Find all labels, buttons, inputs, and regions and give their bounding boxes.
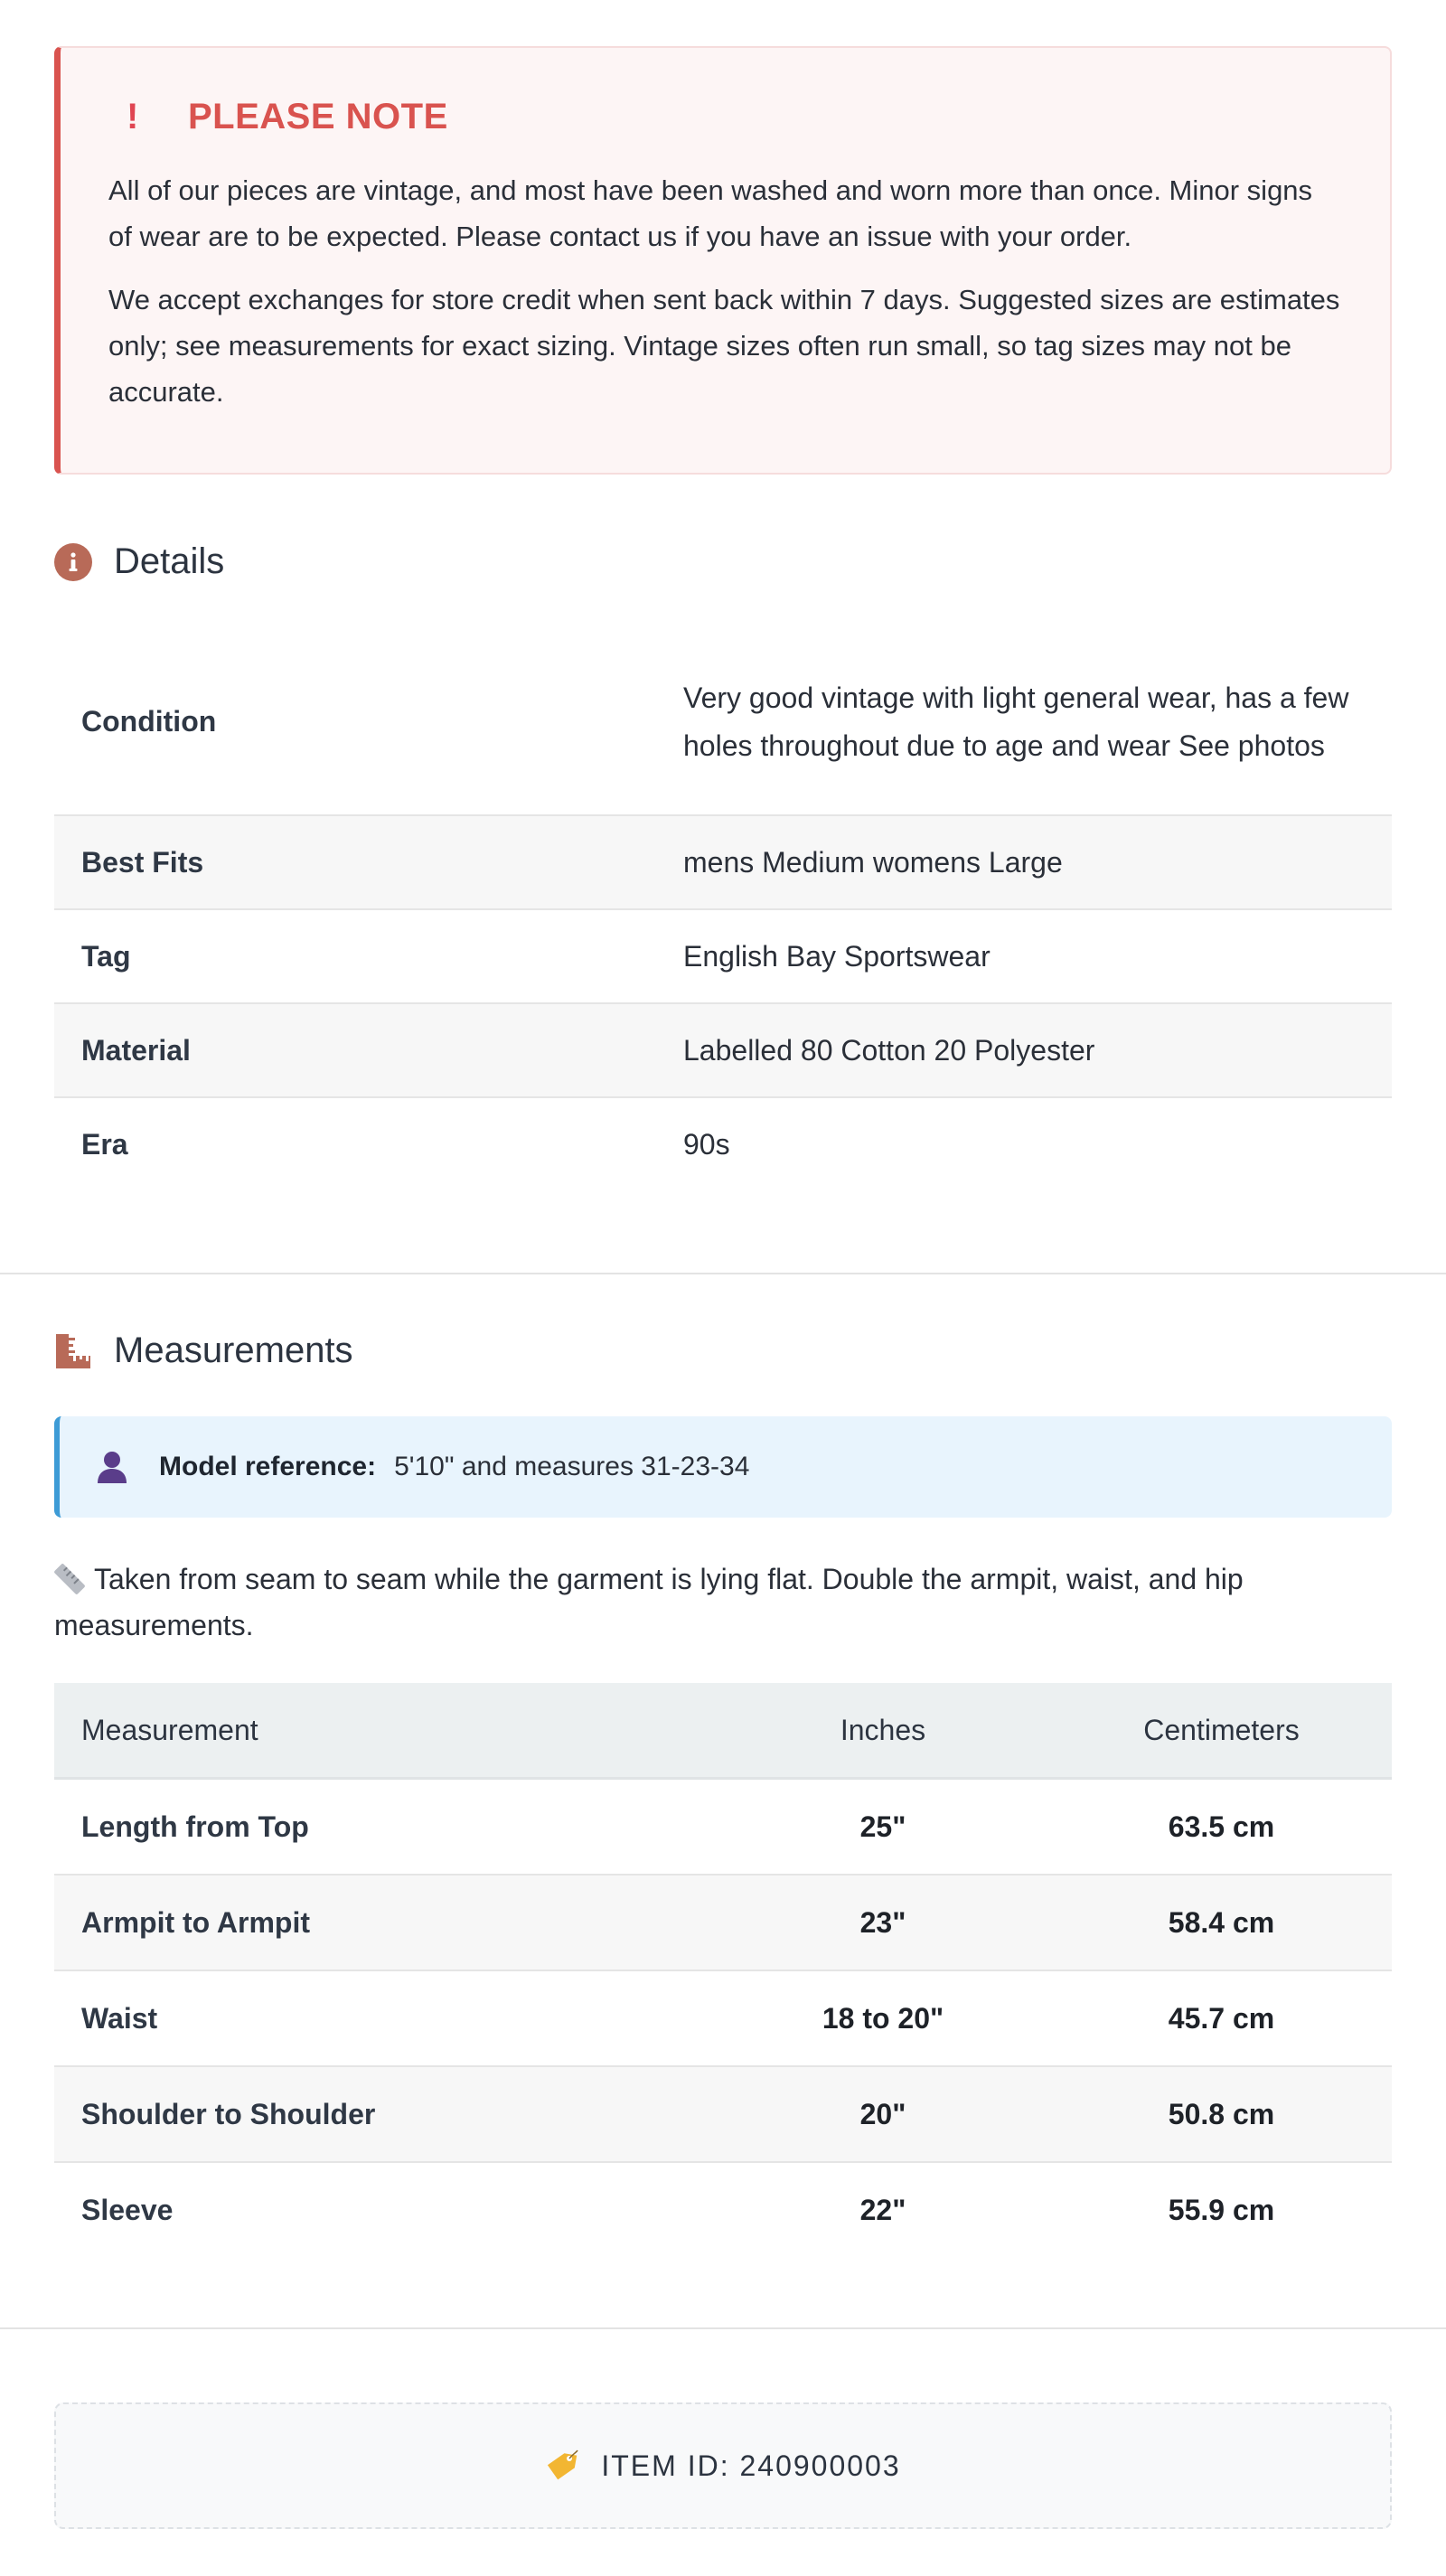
details-value: mens Medium womens Large: [683, 845, 1063, 879]
details-label: Material: [81, 1033, 191, 1067]
details-value: Very good vintage with light general wear, has a few holes throughout due to age and wear See photos: [683, 681, 1349, 762]
measurement-name: Shoulder to Shoulder: [81, 2097, 376, 2130]
model-reference-value: 5'10" and measures 31-23-34: [394, 1452, 750, 1481]
table-row: [54, 1970, 1392, 2066]
measurement-name: Waist: [81, 2001, 158, 2035]
details-label: Era: [81, 1128, 128, 1161]
details-value: 90s: [683, 1128, 730, 1161]
details-row: [54, 629, 1392, 815]
details-row: [54, 1003, 1392, 1097]
model-reference: [54, 1416, 1392, 1518]
details-title: Details: [114, 541, 225, 581]
measurement-cm: 58.4 cm: [1168, 1905, 1275, 1939]
column-header-inches: Inches: [715, 1683, 1051, 1779]
measurement-cm: 45.7 cm: [1168, 2001, 1275, 2035]
measurement-cm: 63.5 cm: [1168, 1810, 1275, 1843]
details-value: English Bay Sportswear: [683, 939, 991, 973]
table-row: [54, 2066, 1392, 2162]
item-id-box: [54, 2402, 1392, 2529]
ruler-icon: [54, 1332, 92, 1370]
table-row: [54, 1779, 1392, 1876]
info-circle-icon: [54, 543, 92, 581]
details-row: [54, 1097, 1392, 1191]
details-row: [54, 909, 1392, 1003]
details-label: Best Fits: [81, 845, 204, 879]
details-row: [54, 815, 1392, 909]
measurements-table: [54, 1683, 1392, 2257]
details-value: Labelled 80 Cotton 20 Polyester: [683, 1033, 1095, 1067]
measurement-inches: 22": [859, 2193, 906, 2226]
table-row: [54, 2162, 1392, 2257]
measurement-name: Sleeve: [81, 2193, 174, 2226]
measurement-inches: 25": [859, 1810, 906, 1843]
details-label: Condition: [81, 705, 217, 738]
measurements-title: Measurements: [114, 1330, 353, 1370]
table-header-row: [54, 1683, 1392, 1779]
measurements-heading: [54, 1330, 353, 1371]
section-divider: [0, 2327, 1446, 2329]
column-header-centimeters: Centimeters: [1051, 1683, 1392, 1779]
notice-title: PLEASE NOTE: [188, 96, 448, 136]
notice-header: [108, 96, 1343, 136]
exclamation-icon: !: [127, 97, 139, 136]
ruler-icon: [54, 1564, 85, 1594]
measurement-inches: 23": [859, 1905, 906, 1939]
measurement-name: Armpit to Armpit: [81, 1905, 311, 1939]
model-reference-label: Model reference:: [159, 1452, 377, 1481]
table-row: [54, 1875, 1392, 1970]
item-id-text: ITEM ID: 240900003: [601, 2449, 901, 2482]
notice-paragraph: We accept exchanges for store credit when sent back within 7 days. Suggested sizes are estimates only; see measurements for exact sizing. Vintage sizes often run small, so tag sizes may not be accurate.: [108, 284, 1340, 408]
section-divider: [0, 1273, 1446, 1274]
details-heading: [54, 541, 224, 582]
person-icon: [96, 1450, 128, 1484]
tag-icon: [545, 2449, 579, 2483]
measurement-note: [54, 1556, 1356, 1649]
notice-box: [54, 46, 1392, 475]
column-header-measurement: Measurement: [54, 1683, 715, 1779]
measurement-cm: 50.8 cm: [1168, 2097, 1275, 2130]
measurement-inches: 20": [859, 2097, 906, 2130]
notice-paragraph: All of our pieces are vintage, and most have been washed and worn more than once. Minor signs of wear are to be expected. Please contact us if you have an issue with your order.: [108, 174, 1313, 252]
measurement-note-text: Taken from seam to seam while the garment is lying flat. Double the armpit, waist, and hip measurements.: [54, 1563, 1244, 1641]
measurement-cm: 55.9 cm: [1168, 2193, 1275, 2226]
details-label: Tag: [81, 939, 131, 973]
measurement-name: Length from Top: [81, 1810, 309, 1843]
details-table: [54, 629, 1392, 1191]
measurement-inches: 18 to 20": [822, 2001, 944, 2035]
